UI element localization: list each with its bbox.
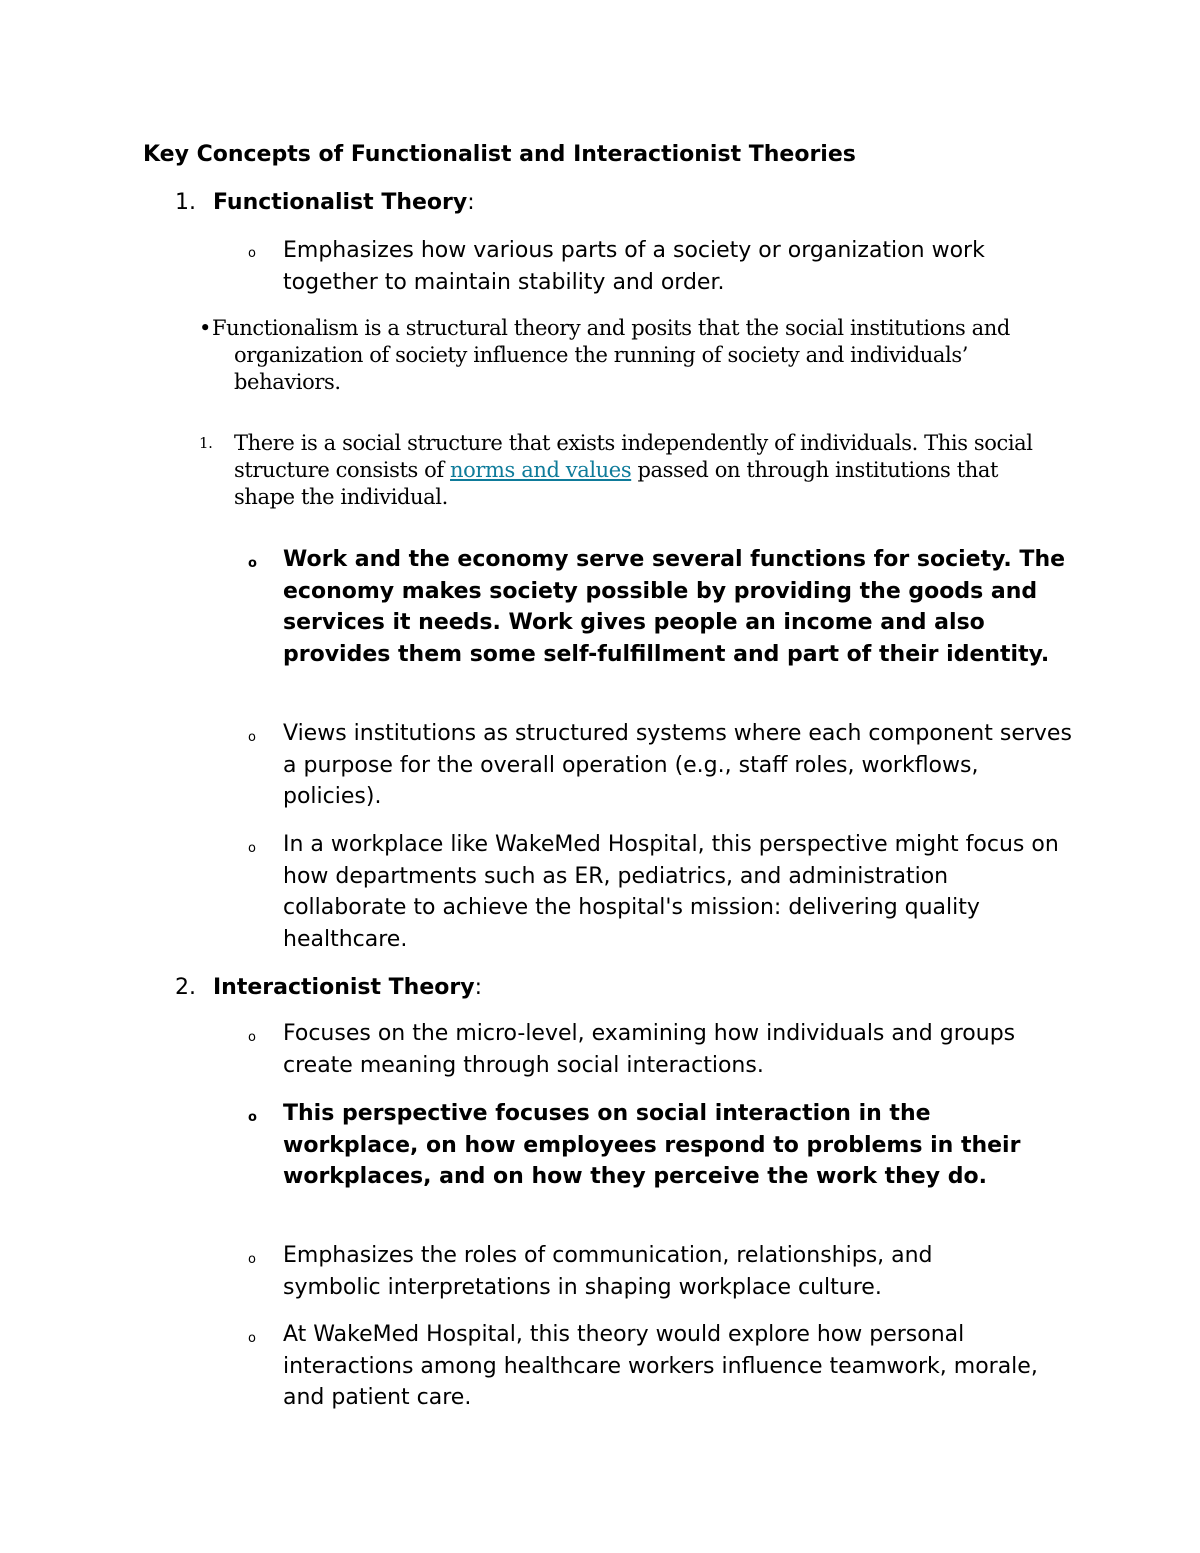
section-2-bullet-1: Focuses on the micro-level, examining how individuals and groups create meaning through social interactions. xyxy=(283,1021,1016,1078)
section-2-heading xyxy=(213,972,482,1004)
document-title: Key Concepts of Functionalist and Interactionist Theories xyxy=(143,142,856,167)
section-1-heading xyxy=(213,187,475,219)
bullet-marker: o xyxy=(248,1110,257,1125)
section-1-bullet-1: Emphasizes how various parts of a society or organization work together to maintain stability and order. xyxy=(283,238,985,295)
section-1-bullet-3: Views institutions as structured systems where each component serves a purpose for the overall operation (e.g., staff roles, workflows, policies). xyxy=(283,721,1072,809)
section-2-heading-colon: : xyxy=(474,975,482,1000)
section-1-heading-text: Functionalist Theory xyxy=(213,190,468,215)
bullet-marker: o xyxy=(248,556,257,571)
bullet-marker: o xyxy=(248,730,256,745)
bullet-marker: o xyxy=(248,841,256,856)
section-1-bullet-4: In a workplace like WakeMed Hospital, this perspective might focus on how departments such as ER, pediatrics, and administration collaborate to achieve the hospital's mission: delivering quality healthcare. xyxy=(283,832,1059,952)
inset-item-text-after: passed on through institutions that shape the individual. xyxy=(234,458,999,509)
inset-paragraph-text: Functionalism is a structural theory and posits that the social institutions and organization of society influence the running of society and individuals’ behaviors. xyxy=(212,316,1010,394)
section-1-heading-colon: : xyxy=(467,190,475,215)
bullet-marker: o xyxy=(248,1331,256,1346)
section-2-bullet-2: This perspective focuses on social interaction in the workplace, on how employees respond to problems in their workplaces, and on how they perceive the work they do. xyxy=(283,1101,1021,1189)
inset-item xyxy=(234,430,1054,511)
bullet-marker: o xyxy=(248,246,256,261)
section-2-heading-text: Interactionist Theory xyxy=(213,975,475,1000)
section-1-number: 1. xyxy=(175,190,196,215)
section-2-bullet-4: At WakeMed Hospital, this theory would explore how personal interactions among healthcare workers influence teamwork, morale, and patient care. xyxy=(283,1322,1038,1410)
inset-item-text-before: There is a social structure that exists independently of individuals. This social structure consists of xyxy=(234,431,1033,482)
inset-bullet-marker: • xyxy=(199,316,211,340)
inset-paragraph xyxy=(212,315,1032,396)
section-2-number: 2. xyxy=(175,975,196,1000)
bullet-marker: o xyxy=(248,1252,256,1267)
section-2-bullet-3: Emphasizes the roles of communication, relationships, and symbolic interpretations in shaping workplace culture. xyxy=(283,1243,933,1300)
section-1-bullet-2: Work and the economy serve several functions for society. The economy makes society possible by providing the goods and services it needs. Work gives people an income and also provides them some self-fulfillment and part of their identity. xyxy=(283,547,1066,667)
inset-item-number: 1. xyxy=(199,434,213,452)
bullet-marker: o xyxy=(248,1030,256,1045)
norms-and-values-link[interactable]: norms and values xyxy=(450,458,632,482)
